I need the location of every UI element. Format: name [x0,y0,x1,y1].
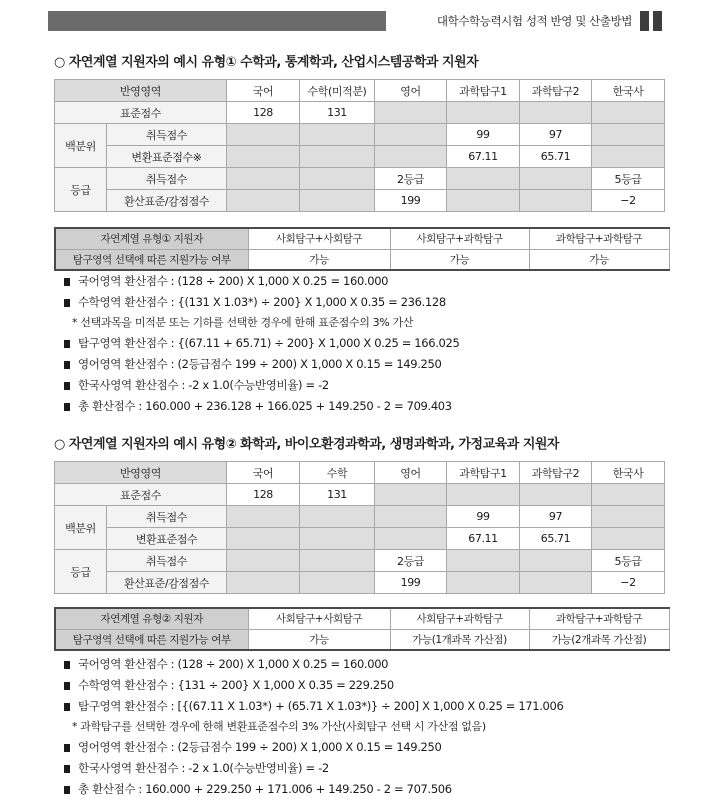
page-header [48,11,663,31]
cell: 2등급 [375,168,447,190]
column-label: 사회탐구+과학탐구 [390,228,529,249]
column-label: 영어 [375,462,447,484]
cell [227,190,300,212]
cell: 67.11 [447,146,520,168]
row-label: 탐구영역 선택에 따른 지원가능 여부 [55,249,248,270]
cell [592,124,665,146]
list-item [64,333,459,354]
group-label: 등급 [55,168,107,212]
group-label: 등급 [55,550,107,594]
column-label: 수학(미적분) [300,80,375,102]
row-label: 취득점수 [107,550,227,572]
cell [592,506,665,528]
table-row [55,572,665,594]
cell [300,124,375,146]
cell: 가능 [248,249,390,270]
cell [227,124,300,146]
cell [592,528,665,550]
cell: 97 [520,506,592,528]
calc-text: 수학영역 환산점수 : {131 ÷ 200} X 1,000 X 0.35 = 229.250 [78,678,394,692]
row-label: 자연계열 유형① 지원자 [55,228,248,249]
calc-text: 국어영역 환산점수 : (128 ÷ 200) X 1,000 X 0.25 = 160.000 [78,274,389,288]
cell [375,102,447,124]
list-item [64,271,459,292]
table-row [55,228,669,249]
calc-text: 총 환산점수 : 160.000 + 229.250 + 171.006 + 149.250 - 2 = 707.506 [78,782,452,796]
table-row [55,190,665,212]
cell [592,102,665,124]
cell [375,124,447,146]
row-label: 환산표준/감점점수 [107,190,227,212]
cell [300,146,375,168]
cell: 가능 [248,629,390,650]
header-bar [48,11,386,31]
calc-text: 탐구영역 환산점수 : [{(67.11 X 1.03*) + (65.71 X 1.03*)} ÷ 200] X 1,000 X 0.25 = 171.006 [78,699,564,713]
table-row [55,550,665,572]
table-header-row [55,80,665,102]
list-item [64,675,563,696]
column-label: 과학탐구2 [520,462,592,484]
table-row [55,102,665,124]
cell: 가능 [529,249,669,270]
column-label: 과학탐구+과학탐구 [529,608,669,629]
table-row [55,629,669,650]
cell [520,550,592,572]
cell [447,168,520,190]
cell [375,146,447,168]
cell: 5등급 [592,550,665,572]
cell: 199 [375,572,447,594]
header-block-1 [640,11,649,31]
cell: 5등급 [592,168,665,190]
table-row [55,506,665,528]
cell: 99 [447,124,520,146]
section-2-calculations [64,654,563,799]
bullet-square-icon [64,661,70,669]
cell [227,168,300,190]
cell [447,484,520,506]
cell: 65.71 [520,146,592,168]
table-row [55,608,669,629]
section-2-score-table [54,461,665,594]
cell [300,528,375,550]
calc-text: 한국사영역 환산점수 : -2 x 1.0(수능반영비율) = -2 [78,378,329,392]
cell: 65.71 [520,528,592,550]
table-row [55,249,669,270]
section-1-title: ○ 자연계열 지원자의 예시 유형① 수학과, 통계학과, 산업시스템공학과 지원자 [54,55,479,70]
cell [447,102,520,124]
list-item [64,737,563,758]
column-label: 한국사 [592,462,665,484]
cell [520,572,592,594]
cell: 199 [375,190,447,212]
cell: −2 [592,572,665,594]
cell [592,484,665,506]
row-label: 자연계열 유형② 지원자 [55,608,248,629]
column-label: 한국사 [592,80,665,102]
table-row [55,528,665,550]
row-label: 취득점수 [107,168,227,190]
column-label: 과학탐구1 [447,80,520,102]
bullet-square-icon [64,744,70,752]
cell [300,506,375,528]
bullet-square-icon [64,382,70,390]
column-label: 국어 [227,462,300,484]
column-label: 과학탐구2 [520,80,592,102]
cell [592,146,665,168]
calc-text: 영어영역 환산점수 : (2등급점수 199 ÷ 200) X 1,000 X 0.15 = 149.250 [78,357,442,371]
cell [375,484,447,506]
cell: 128 [227,484,300,506]
bullet-square-icon [64,361,70,369]
calc-text: 탐구영역 환산점수 : {(67.11 + 65.71) ÷ 200} X 1,000 X 0.25 = 166.025 [78,336,460,350]
cell: 131 [300,102,375,124]
table-row [55,146,665,168]
cell: 2등급 [375,550,447,572]
cell [300,190,375,212]
column-label: 사회탐구+사회탐구 [248,608,390,629]
cell: −2 [592,190,665,212]
header-title: 대학수학능력시험 성적 반영 및 산출방법 [436,14,632,28]
footnote: * 과학탐구를 선택한 경우에 한해 변환표준점수의 3% 가산(사회탐구 선택 시 가산점 없음) [72,720,486,733]
cell [447,572,520,594]
cell: 128 [227,102,300,124]
section-1-eligibility-table [54,227,670,271]
row-label: 표준점수 [55,102,227,124]
list-item [64,354,459,375]
cell [300,550,375,572]
cell: 99 [447,506,520,528]
table-row [55,484,665,506]
bullet-square-icon [64,278,70,286]
column-header: 반영영역 [55,462,227,484]
calc-text: 수학영역 환산점수 : {(131 X 1.03*) ÷ 200} X 1,000 X 0.35 = 236.128 [78,295,446,309]
bullet-square-icon [64,703,70,711]
cell [520,190,592,212]
cell [227,506,300,528]
header-block-2 [653,11,662,31]
cell: 가능(2개과목 가산점) [529,629,669,650]
cell [227,146,300,168]
cell [520,484,592,506]
list-item [64,758,563,779]
cell: 가능(1개과목 가산점) [390,629,529,650]
list-item [64,779,563,799]
column-label: 영어 [375,80,447,102]
section-1-calculations [64,271,459,417]
cell [520,168,592,190]
list-item [64,696,563,717]
cell [300,572,375,594]
cell [227,572,300,594]
bullet-square-icon [64,340,70,348]
row-label: 표준점수 [55,484,227,506]
table-row [55,124,665,146]
column-label: 과학탐구+과학탐구 [529,228,669,249]
row-label: 환산표준/감점점수 [107,572,227,594]
cell [447,550,520,572]
group-label: 백분위 [55,506,107,550]
cell: 131 [300,484,375,506]
column-label: 국어 [227,80,300,102]
cell [300,168,375,190]
section-2-eligibility-table [54,607,670,651]
list-item [64,396,459,417]
bullet-square-icon [64,299,70,307]
bullet-square-icon [64,403,70,411]
section-1-score-table [54,79,665,212]
section-2-title: ○ 자연계열 지원자의 예시 유형② 화학과, 바이오환경과학과, 생명과학과, 가정교육과 지원자 [54,437,559,452]
cell: 가능 [390,249,529,270]
calc-text: 총 환산점수 : 160.000 + 236.128 + 166.025 + 149.250 - 2 = 709.403 [78,399,452,413]
bullet-square-icon [64,765,70,773]
cell: 67.11 [447,528,520,550]
table-row [55,168,665,190]
row-label: 취득점수 [107,506,227,528]
calc-text: 국어영역 환산점수 : (128 ÷ 200) X 1,000 X 0.25 = 160.000 [78,657,389,671]
column-label: 사회탐구+사회탐구 [248,228,390,249]
row-label: 변환표준점수※ [107,146,227,168]
group-label: 백분위 [55,124,107,168]
column-header: 반영영역 [55,80,227,102]
cell [375,506,447,528]
column-label: 수학 [300,462,375,484]
row-label: 변환표준점수 [107,528,227,550]
table-header-row [55,462,665,484]
row-label: 탐구영역 선택에 따른 지원가능 여부 [55,629,248,650]
cell [447,190,520,212]
footnote: * 선택과목을 미적분 또는 기하를 선택한 경우에 한해 표준점수의 3% 가산 [72,316,414,329]
list-item [64,375,459,396]
row-label: 취득점수 [107,124,227,146]
column-label: 과학탐구1 [447,462,520,484]
cell: 97 [520,124,592,146]
cell [375,528,447,550]
bullet-square-icon [64,682,70,690]
calc-text: 한국사영역 환산점수 : -2 x 1.0(수능반영비율) = -2 [78,761,329,775]
cell [227,550,300,572]
bullet-square-icon [64,786,70,794]
list-item [64,654,563,675]
column-label: 사회탐구+과학탐구 [390,608,529,629]
cell [227,528,300,550]
calc-text: 영어영역 환산점수 : (2등급점수 199 ÷ 200) X 1,000 X 0.15 = 149.250 [78,740,442,754]
cell [520,102,592,124]
list-item [64,292,459,313]
